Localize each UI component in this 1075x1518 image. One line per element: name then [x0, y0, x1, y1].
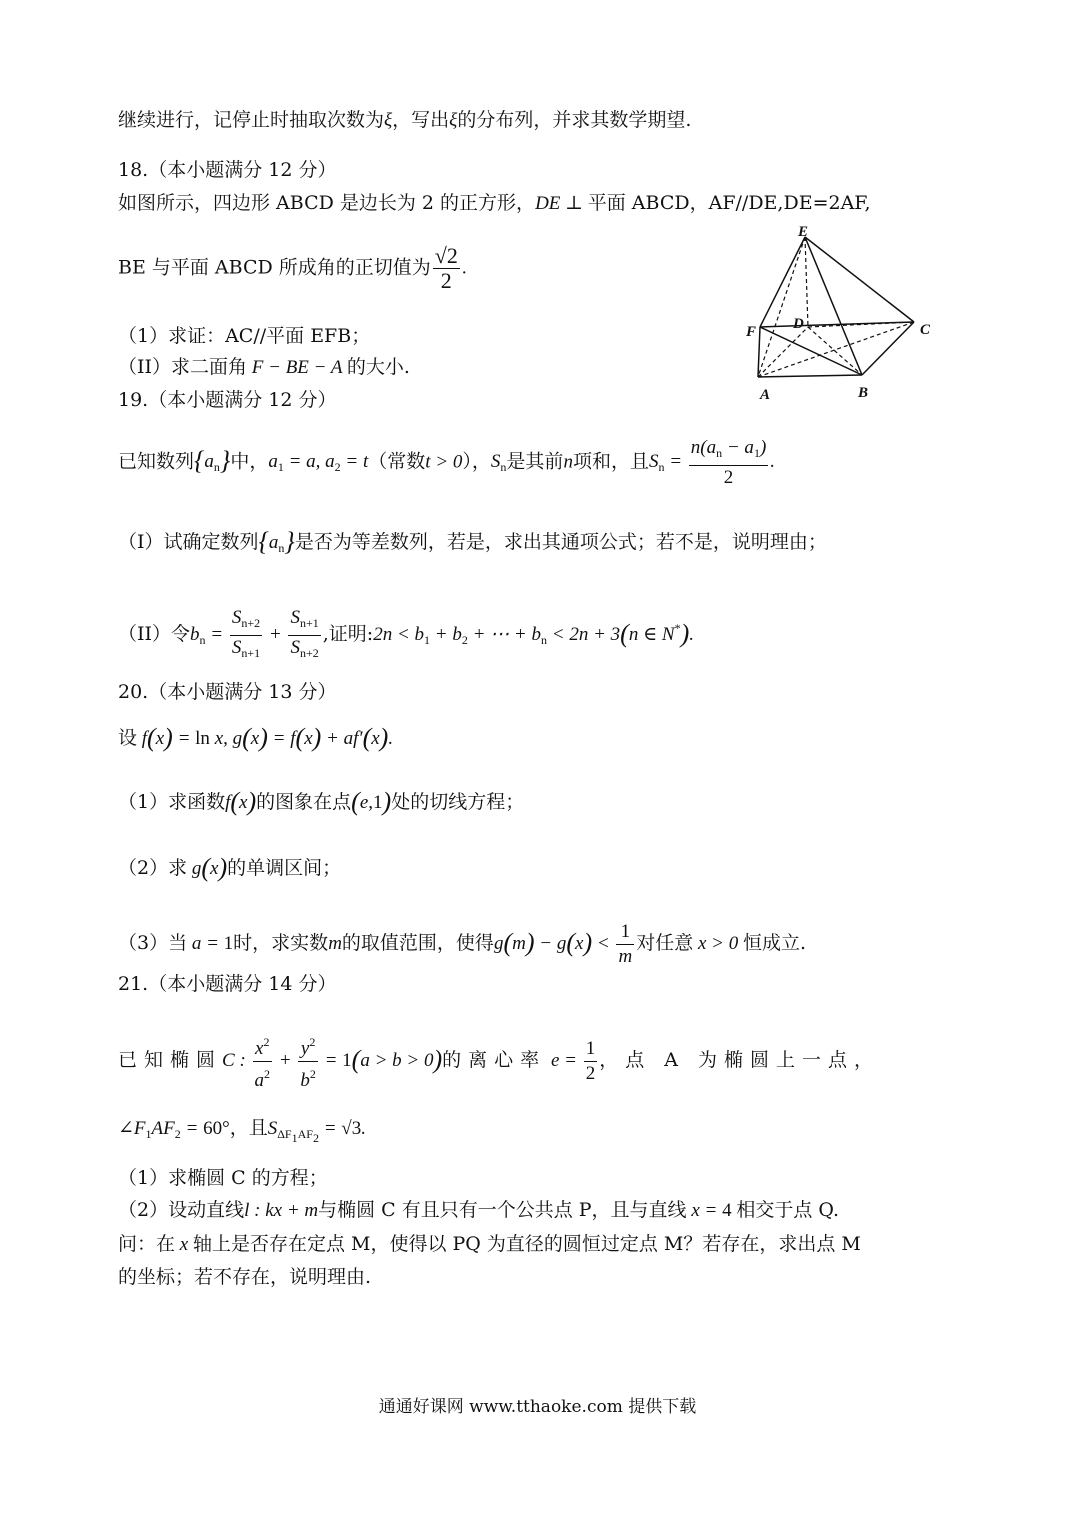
text: ,证明: [322, 622, 374, 645]
math-gm-gx: g(m) − g(x) < $\frac{1}{m}$ [493, 921, 633, 967]
text: 的取值范围，使得 [341, 931, 494, 954]
text: 项和，且 [572, 450, 649, 473]
math-seq-an: $\{a_n\}$ [258, 527, 295, 556]
math-a-eq-1: a = 1 [187, 932, 234, 954]
text: ，且 [229, 1117, 268, 1139]
math-bn-def: $b_n$ = $\frac{S_{n+2}}{S_{n+1}}$ + $\frac{S_{n+1}}{S_{n+2}}$ [190, 624, 323, 645]
math-dihedral: F − BE − A [247, 357, 347, 378]
q18-line-1 [118, 191, 871, 216]
text: 恒成立. [742, 931, 807, 954]
edge-fa [758, 327, 760, 377]
text: （1）求函数 [118, 791, 226, 813]
q21-part-1: （1）求椭圆 C 的方程； [118, 1167, 328, 1189]
q17-continuation-line [118, 108, 691, 133]
text: （2）设动直线 [118, 1199, 245, 1221]
q21-part-4: 的坐标；若不存在，说明理由. [118, 1266, 372, 1288]
math-inequality: $2n < b_1 + b_2$ + ⋯ + $b_n < 2n + 3(n$ ∈ N*). [373, 618, 694, 648]
text: 对任意 [636, 931, 694, 954]
q21-line-1 [118, 1030, 880, 1093]
text: 与椭圆 C 有且只有一个公共点 P，且与直线 [318, 1199, 687, 1221]
math-area: $S_{\Delta F_1AF_2} = √3$. [267, 1118, 366, 1145]
q18-part-2 [118, 355, 410, 380]
text: （I）试确定数列 [118, 531, 259, 553]
edge-bc [862, 322, 914, 375]
text: ，点 A 为椭圆上一点， [599, 1048, 881, 1071]
text: 的分布列，并求其数学期望. [457, 109, 692, 131]
text: 相交于点 Q. [736, 1199, 840, 1221]
q18-line-2 [118, 244, 467, 293]
text: 中， [230, 450, 269, 473]
q19-heading: 19.（本小题满分 12 分） [118, 389, 337, 411]
edge-fc [760, 322, 914, 327]
q20-heading: 20.（本小题满分 13 分） [118, 681, 337, 703]
text: 是否为等差数列，若是，求出其通项公式；若不是，说明理由； [294, 531, 827, 553]
label-b: B [858, 385, 869, 401]
math-fx: f(x) [225, 787, 257, 816]
q20-line-1 [118, 723, 394, 752]
math-n: n [563, 451, 573, 473]
math-x-eq-4: x = 4 [686, 1200, 732, 1221]
text: 处的切线方程； [391, 791, 525, 813]
q20-part-1 [118, 787, 525, 816]
edge-ed [805, 237, 808, 327]
q18-heading: 18.（本小题满分 12 分） [118, 159, 337, 181]
math-xi: ξ [449, 110, 458, 131]
math-ellipse: C : $\frac{x^2}{a^2}$ + $\frac{y^2}{b^2}$ = 1(a > b > 0) [222, 1035, 443, 1091]
math-sn: $S_n$ [490, 451, 507, 475]
edge-ac [758, 322, 914, 377]
text: 轴上是否存在定点 M，使得以 PQ 为直径的圆恒过定点 M？若存在，求出点 M [192, 1233, 861, 1255]
text: 平面 ABCD，AF//DE,DE=2AF, [587, 192, 871, 214]
fraction-sqrt2-over-2: $\frac{√2}{2}$ [434, 243, 458, 293]
q20-part-2 [118, 853, 342, 882]
edge-fb [760, 327, 862, 375]
math-seq-an: $\{a_n\}$ [194, 446, 231, 476]
q19-part-1 [118, 527, 827, 560]
math-gx: g(x) [187, 853, 228, 882]
math-x: x [175, 1234, 193, 1255]
edge-db [808, 327, 862, 375]
text: 继续进行，记停止时抽取次数为 [118, 109, 385, 131]
q21-part-2 [118, 1198, 839, 1223]
edge-ab [758, 375, 862, 377]
math-m: m [328, 932, 342, 954]
text: 的离心率 [442, 1048, 547, 1071]
math-fg-def: f(x) = ln x, g(x) = f(x) + af′(x). [137, 723, 394, 752]
text: （II）求二面角 [118, 356, 248, 378]
page-footer: 通通好课网 www.tthaoke.com 提供下载 [378, 1397, 697, 1417]
text: 设 [118, 727, 138, 749]
math-x-pos: x > 0 [693, 932, 743, 954]
pyramid-figure [738, 222, 978, 412]
text: 的图象在点 [256, 791, 352, 813]
text: 已知椭圆 [118, 1048, 223, 1071]
label-d: D [793, 316, 804, 332]
text: 时，求实数 [233, 931, 329, 954]
label-f: F [746, 324, 757, 340]
edge-eb [805, 237, 862, 375]
math-t-pos: t > 0 [425, 451, 463, 473]
text: （II）令 [118, 622, 191, 645]
math-perp: ⊥ [560, 193, 588, 214]
q21-heading: 21.（本小题满分 14 分） [118, 973, 337, 995]
q18-part-1: （1）求证：AC//平面 EFB； [118, 325, 371, 347]
math-point: (e,1) [351, 787, 392, 816]
math-line-l: l : kx + m [244, 1200, 319, 1221]
text: 问：在 [118, 1233, 176, 1255]
q20-part-3 [118, 920, 806, 969]
text: . [461, 257, 467, 279]
math-angle: $\angle F_1AF_2 = 60^\circ$ [118, 1118, 230, 1141]
text: BE 与平面 ABCD 所成角的正切值为 [118, 256, 431, 279]
edge-ad [758, 327, 808, 377]
text: （2）求 [118, 857, 188, 879]
text: ）， [462, 450, 491, 473]
text: 已知数列 [118, 450, 195, 473]
q21-line-2 [118, 1116, 366, 1150]
math-ecc: e = $\frac{1}{2}$ [546, 1038, 596, 1084]
text: 是其前 [506, 450, 564, 473]
math-initial: $a_1 = a$, $a_2 = t$ [268, 451, 369, 475]
text: 的大小. [346, 356, 410, 378]
label-e: E [798, 224, 809, 240]
edge-ea [758, 237, 805, 377]
edge-ec [805, 237, 914, 322]
text: 的单调区间； [227, 857, 342, 879]
math-xi: ξ [384, 110, 393, 131]
text: （3）当 [118, 931, 188, 954]
edge-ef [760, 237, 805, 327]
q19-line-1 [118, 436, 775, 490]
q21-part-3 [118, 1232, 861, 1257]
label-c: C [920, 322, 931, 338]
text: （常数 [368, 450, 426, 473]
label-a: A [760, 387, 771, 403]
math-de: DE [535, 193, 561, 214]
text: ，写出 [392, 109, 450, 131]
math-sn-formula: $S_n$ = $\frac{n(a_n - a_1)}{2}$ . [648, 437, 776, 488]
text: 如图所示，四边形 ABCD 是边长为 2 的正方形， [118, 192, 536, 214]
q19-part-2 [118, 606, 694, 665]
